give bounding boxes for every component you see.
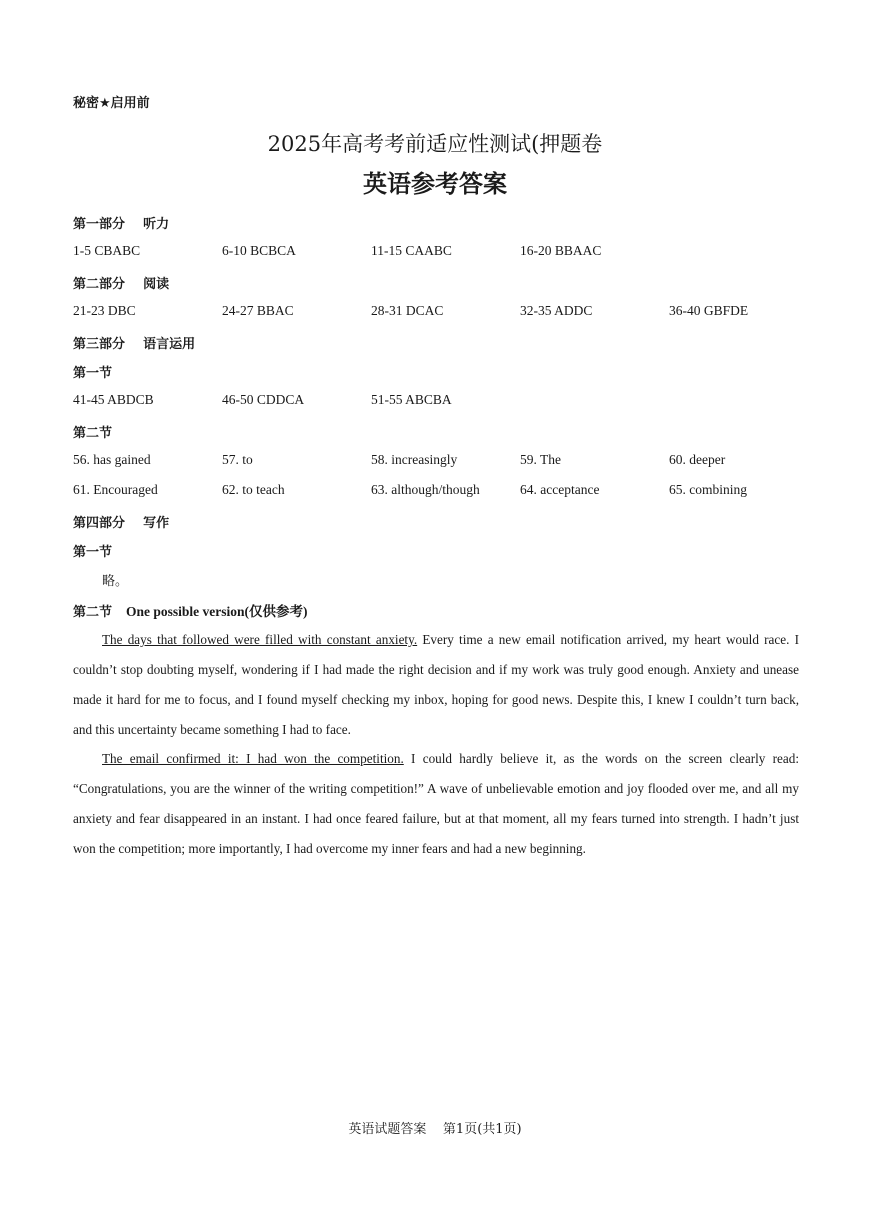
answer-item: 58. increasingly [371,452,458,467]
answer-item: 63. although/though [371,482,480,497]
part4-heading: 第四部分 写作 [73,516,170,531]
part2-answer-row [73,303,813,323]
part4-section2-heading: 第二节 [73,605,113,620]
page-footer: 英语试题答案 第1页(共1页) [348,1122,522,1137]
part3-section2-answer-row [73,452,813,472]
part1-answer-row [73,243,813,263]
answer-group: 51-55 ABCBA [371,392,452,407]
part4-section2-heading-row [73,600,308,620]
answer-group: 16-20 BBAAC [520,243,602,258]
paragraph-body: Every time a new email notification arrived, my heart would race. I couldn’t stop doubting myself, wondering if I had made the right decision and if my work was truly good enough. Anxiety and unease made it hard for me to focus, and I found myself checking my inbox, hoping for good news. Despite this, I knew I couldn’t turn back, and this uncertainty became something I had to face. [73,632,799,737]
answer-group: 41-45 ABDCB [73,392,154,407]
answer-item: 62. to teach [222,482,285,497]
answer-item: 56. has gained [73,452,151,467]
answer-item: 65. combining [669,482,747,497]
essay-paragraph [73,625,799,745]
answer-group: 1-5 CBABC [73,243,141,258]
part3-section2-heading: 第二节 [73,426,113,441]
part3-heading: 第三部分 语言运用 [73,337,196,352]
part1-heading: 第一部分 听力 [73,217,170,232]
part3-section1-answer-row [73,392,813,412]
answer-group: 24-27 BBAC [222,303,294,318]
page-title: 2025年高考考前适应性测试(押题卷 [267,132,603,156]
version-label: One possible version(仅供参考) [126,604,308,619]
part3-section1-heading: 第一节 [73,366,113,381]
confidential-label: 秘密★启用前 [73,96,150,111]
page-subtitle: 英语参考答案 [363,170,507,198]
answer-group: 36-40 GBFDE [669,303,749,318]
answer-item: 60. deeper [669,452,726,467]
answer-item: 64. acceptance [520,482,600,497]
answer-group: 32-35 ADDC [520,303,593,318]
answer-group: 11-15 CAABC [371,243,452,258]
answer-group: 6-10 BCBCA [222,243,296,258]
paragraph-lead-sentence: The days that followed were filled with constant anxiety. [102,632,418,647]
part3-section2-answer-row [73,482,813,502]
answer-group: 46-50 CDDCA [222,392,305,407]
answer-item: 57. to [222,452,253,467]
answer-group: 21-23 DBC [73,303,136,318]
part4-section1-content: 略。 [102,574,129,589]
part2-heading: 第二部分 阅读 [73,277,170,292]
answer-item: 61. Encouraged [73,482,158,497]
paragraph-body: I could hardly believe it, as the words on the screen clearly read: “Congratulations, you are the winner of the writing competition!” A wave of unbelievable emotion and joy flooded over me, and all my anxiety and fear disappeared in an instant. I had once feared failure, but at that moment, all my fears turned into strength. I hadn’t just won the competition; more importantly, I had overcome my inner fears and had a new beginning. [73,751,799,856]
answer-item: 59. The [520,452,561,467]
paragraph-lead-sentence: The email confirmed it: I had won the competition. [102,751,404,766]
part4-section1-heading: 第一节 [73,545,113,560]
essay-paragraph [73,744,799,864]
answer-group: 28-31 DCAC [371,303,444,318]
